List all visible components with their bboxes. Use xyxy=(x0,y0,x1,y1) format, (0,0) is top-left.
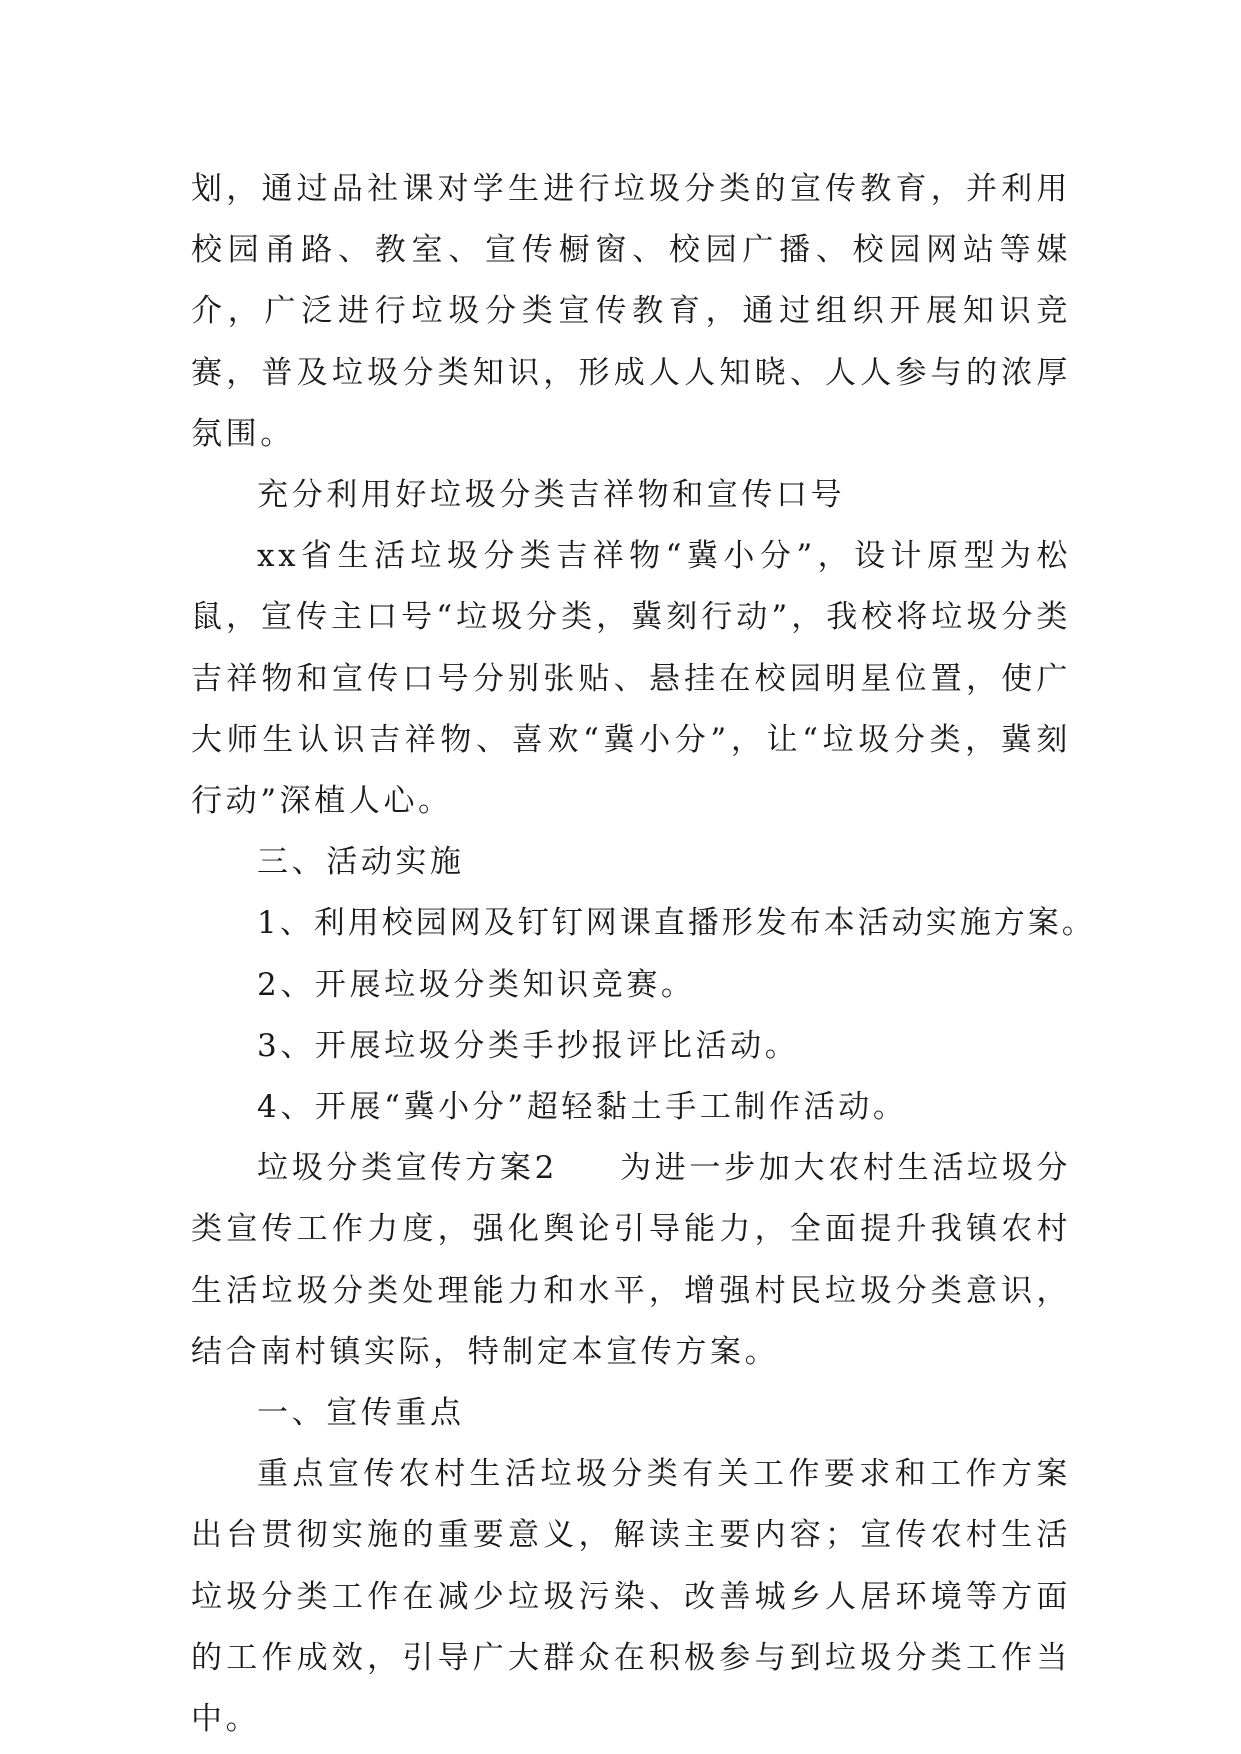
plan-2-intro: 为进一步加大农村生活垃圾分类宣传工作力度，强化舆论引导能力，全面提升我镇农村生活垃圾分类处理能力和水平，增强村民垃圾分类意识，结合南村镇实际，特制定本宣传方案。 xyxy=(191,1150,1071,1370)
list-item-2: 2、开展垃圾分类知识竞赛。 xyxy=(257,966,696,1003)
list-item-1: 1、利用校园网及钉钉网课直播形发布本活动实施方案。 xyxy=(257,905,1096,942)
paragraph-mascot-heading: 充分利用好垃圾分类吉祥物和宣传口号 xyxy=(257,477,846,514)
section-heading-publicity-focus: 一、宣传重点 xyxy=(257,1395,465,1432)
document-body xyxy=(191,159,1096,1750)
list-item-3: 3、开展垃圾分类手抄报评比活动。 xyxy=(257,1027,800,1064)
paragraph-plan-2 xyxy=(191,1138,1071,1383)
paragraph-mascot-description: xx省生活垃圾分类吉祥物“冀小分”，设计原型为松鼠，宣传主口号“垃圾分类，冀刻行动”，我校将垃圾分类吉祥物和宣传口号分别张贴、悬挂在校园明星位置，使广大师生认识吉祥物、喜欢“冀小分”，让“垃圾分类，冀刻行动”深植人心。 xyxy=(191,538,1071,820)
paragraph-publicity-education: 划，通过品社课对学生进行垃圾分类的宣传教育，并利用校园甬路、教室、宣传橱窗、校园广播、校园网站等媒介，广泛进行垃圾分类宣传教育，通过组织开展知识竞赛，普及垃圾分类知识，形成人人知晓、人人参与的浓厚氛围。 xyxy=(191,171,1071,452)
paragraph-publicity-focus: 重点宣传农村生活垃圾分类有关工作要求和工作方案出台贯彻实施的重要意义，解读主要内容；宣传农村生活垃圾分类工作在减少垃圾污染、改善城乡人居环境等方面的工作成效，引导广大群众在积极参与到垃圾分类工作当中。 xyxy=(191,1456,1071,1738)
plan-2-title: 垃圾分类宣传方案2 xyxy=(257,1150,558,1187)
section-heading-implementation: 三、活动实施 xyxy=(257,844,465,881)
list-item-4: 4、开展“冀小分”超轻黏土手工制作活动。 xyxy=(257,1089,908,1126)
